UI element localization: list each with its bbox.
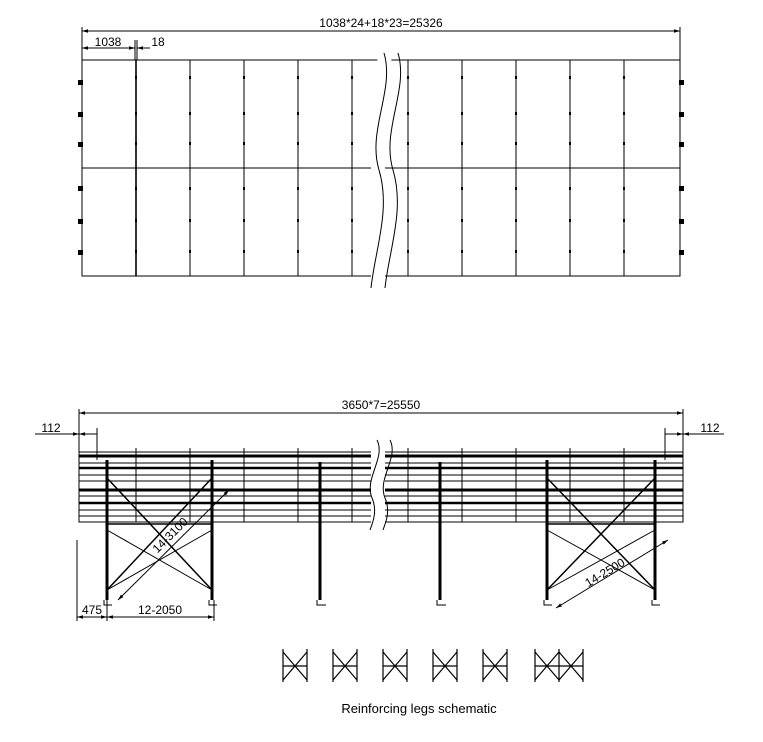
left-brace-label: 14-3100	[149, 514, 191, 556]
left-leg-assembly	[104, 460, 217, 605]
right-brace-label: 14-2500	[582, 555, 628, 590]
intermediate-post-1	[317, 462, 326, 605]
leg-spacing-label: 12-2050	[137, 603, 183, 617]
schematic-caption: Reinforcing legs schematic	[341, 701, 497, 716]
intermediate-post-2	[437, 462, 446, 605]
reinforcing-leg-1	[283, 649, 307, 682]
reinforcing-leg-3	[383, 649, 407, 682]
top-overall-dimension-label: 1038*24+18*23=25326	[319, 16, 443, 30]
gap-width-label: 18	[151, 35, 165, 49]
reinforcing-leg-6-double	[535, 649, 583, 682]
panel-width-label: 1038	[94, 35, 122, 49]
right-overhang-label: 112	[700, 421, 720, 435]
top-view	[78, 16, 684, 288]
side-overall-dimension-label: 3650*7=25550	[341, 398, 421, 412]
side-view	[35, 398, 724, 621]
reinforcing-leg-2	[333, 649, 357, 682]
reinforcing-leg-5	[483, 649, 507, 682]
reinforcing-leg-4	[433, 649, 457, 682]
leg-offset-label: 475	[81, 603, 103, 617]
top-overall-dimension	[82, 27, 680, 60]
left-overhang-label: 112	[41, 421, 61, 435]
right-leg-assembly	[544, 460, 660, 605]
reinforcing-legs-schematic	[283, 649, 583, 682]
